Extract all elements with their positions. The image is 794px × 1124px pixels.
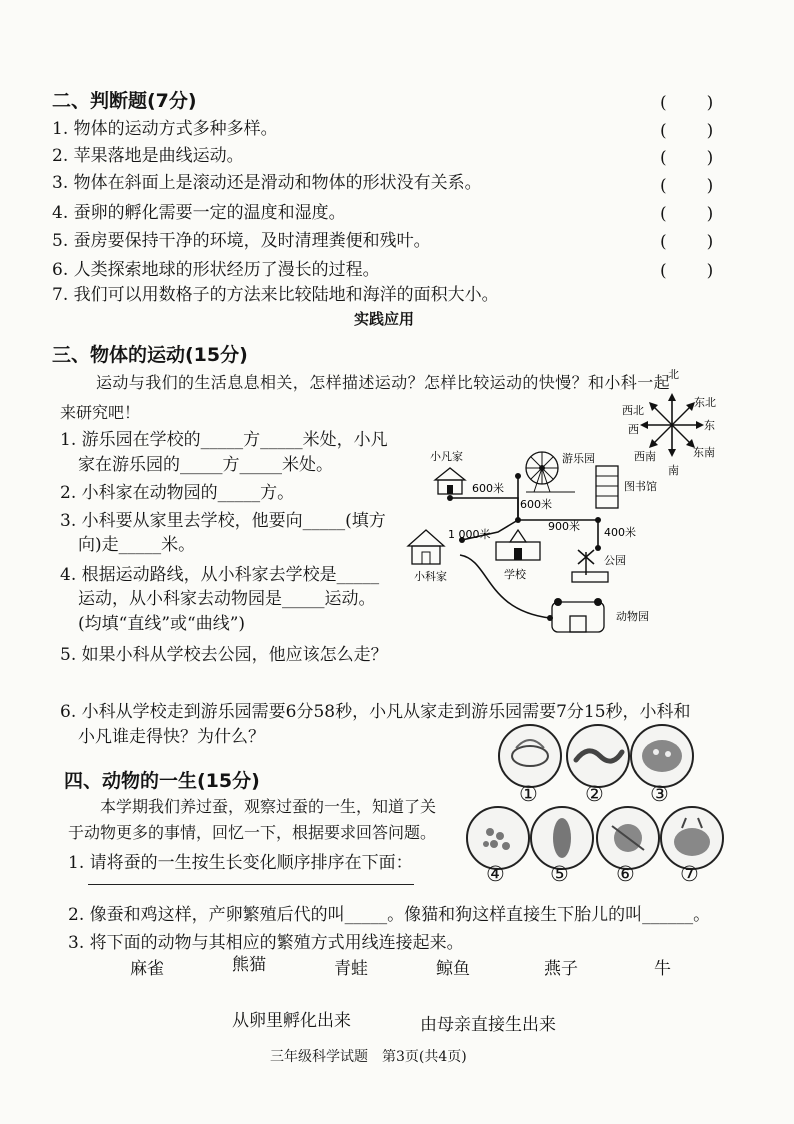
animal-swallow[interactable]: 燕子 (544, 959, 578, 979)
q4-3: 3. 将下面的动物与其相应的繁殖方式用线连接起来。 (68, 933, 464, 953)
stage-number: ② (585, 782, 604, 806)
q3-1b: 家在游乐园的_____方_____米处。 (78, 455, 333, 475)
map-label-amusement-park: 游乐园 (562, 452, 595, 465)
stage-number: ⑦ (680, 862, 699, 886)
silkworm-pupa-image (530, 806, 594, 870)
section3-title: 三、物体的运动(15分) (52, 344, 248, 366)
xiaofan-home-icon (435, 468, 465, 494)
silkworm-moth-image (498, 724, 562, 788)
zoo-gate-icon (552, 598, 604, 632)
distance-label: 1 000米 (448, 528, 491, 541)
compass-southeast: 东南 (693, 446, 715, 459)
q3-3b: 向)走_____米。 (78, 535, 196, 555)
silkworm-eggs-image (466, 806, 530, 870)
map-label-xiaofan-home: 小凡家 (430, 450, 463, 463)
distance-label: 600米 (520, 498, 552, 511)
route-map (400, 368, 730, 650)
answer-line[interactable] (88, 884, 414, 885)
answer-paren[interactable]: ( ) (660, 148, 716, 168)
compass-east: 东 (704, 419, 715, 432)
silkworm-hatching-image (596, 806, 660, 870)
school-icon (496, 530, 540, 560)
stage-number: ① (519, 782, 538, 806)
compass-southwest: 西南 (634, 450, 656, 463)
mode-hatched[interactable]: 从卵里孵化出来 (232, 1011, 351, 1031)
compass-northwest: 西北 (622, 404, 644, 417)
answer-paren[interactable]: ( ) (660, 204, 716, 224)
distance-label: 600米 (472, 482, 504, 495)
map-label-school: 学校 (504, 568, 526, 581)
xiaoke-home-icon (408, 530, 444, 564)
section2-title: 二、判断题(7分) (52, 90, 197, 112)
answer-paren[interactable]: ( ) (660, 93, 716, 113)
stage-number: ⑤ (550, 862, 569, 886)
tf-item-5: 5. 蚕房要保持干净的环境，及时清理粪便和残叶。 (52, 231, 431, 251)
silkworm-larva-image (566, 724, 630, 788)
q3-2: 2. 小科家在动物园的_____方。 (60, 483, 295, 503)
animal-cow[interactable]: 牛 (654, 959, 671, 979)
windmill-icon (572, 550, 608, 582)
map-label-library: 图书馆 (624, 480, 657, 493)
section4-title: 四、动物的一生(15分) (64, 770, 260, 792)
silkworm-leaf-image (630, 724, 694, 788)
q4-2: 2. 像蚕和鸡这样，产卵繁殖后代的叫_____。像猫和狗这样直接生下胎儿的叫______。 (68, 905, 711, 925)
q4-1: 1. 请将蚕的一生按生长变化顺序排序在下面： (68, 853, 413, 873)
q3-4a: 4. 根据运动路线，从小科家去学校是_____ (60, 565, 380, 585)
q3-3a: 3. 小科要从家里去学校，他要向_____(填方 (60, 511, 386, 531)
q3-6b: 小凡谁走得快？为什么？ (78, 727, 265, 747)
q3-5: 5. 如果小科从学校去公园，他应该怎么走？ (60, 645, 388, 665)
compass-northeast: 东北 (694, 396, 716, 409)
distance-label: 400米 (604, 526, 636, 539)
stage-number: ④ (486, 862, 505, 886)
practice-title: 实践应用 (354, 310, 415, 328)
section3-intro-cont: 来研究吧！ (60, 403, 141, 422)
tf-item-7: 7. 我们可以用数格子的方法来比较陆地和海洋的面积大小。 (52, 285, 499, 305)
distance-label: 900米 (548, 520, 580, 533)
library-icon (596, 466, 618, 508)
tf-item-6: 6. 人类探索地球的形状经历了漫长的过程。 (52, 260, 380, 280)
tf-item-3: 3. 物体在斜面上是滚动还是滑动和物体的形状没有关系。 (52, 173, 482, 193)
map-label-zoo: 动物园 (616, 610, 649, 623)
answer-paren[interactable]: ( ) (660, 176, 716, 196)
section3-intro: 运动与我们的生活息息相关，怎样描述运动？怎样比较运动的快慢？和小科一起 (96, 373, 671, 392)
animal-frog[interactable]: 青蛙 (334, 959, 368, 979)
animal-sparrow[interactable]: 麻雀 (130, 959, 164, 979)
answer-paren[interactable]: ( ) (660, 232, 716, 252)
answer-paren[interactable]: ( ) (660, 261, 716, 281)
section4-intro: 本学期我们养过蚕，观察过蚕的一生，知道了关 (100, 797, 437, 816)
page-footer: 三年级科学试题 第3页(共4页) (270, 1049, 467, 1065)
silkworm-adult-moth-image (660, 806, 724, 870)
compass-west: 西 (628, 423, 639, 436)
compass-south: 南 (668, 464, 679, 477)
animal-whale[interactable]: 鲸鱼 (436, 959, 470, 979)
mode-live-birth[interactable]: 由母亲直接生出来 (420, 1015, 556, 1035)
stage-number: ⑥ (616, 862, 635, 886)
map-label-xiaoke-home: 小科家 (414, 570, 447, 583)
q3-4b: 运动，从小科家去动物园是_____运动。 (78, 589, 376, 609)
q3-4c: (均填“直线”或“曲线”) (78, 614, 246, 634)
answer-paren[interactable]: ( ) (660, 121, 716, 141)
tf-item-4: 4. 蚕卵的孵化需要一定的温度和湿度。 (52, 203, 346, 223)
stage-number: ③ (650, 782, 669, 806)
map-label-park: 公园 (604, 554, 626, 567)
animal-panda[interactable]: 熊猫 (232, 955, 266, 975)
section4-intro-cont: 于动物更多的事情，回忆一下，根据要求回答问题。 (68, 823, 437, 842)
q3-1a: 1. 游乐园在学校的_____方_____米处，小凡 (60, 430, 388, 450)
tf-item-2: 2. 苹果落地是曲线运动。 (52, 146, 244, 166)
compass-north: 北 (668, 368, 679, 381)
tf-item-1: 1. 物体的运动方式多种多样。 (52, 119, 278, 139)
q3-6a: 6. 小科从学校走到游乐园需要6分58秒，小凡从家走到游乐园需要7分15秒，小科和 (60, 702, 691, 722)
